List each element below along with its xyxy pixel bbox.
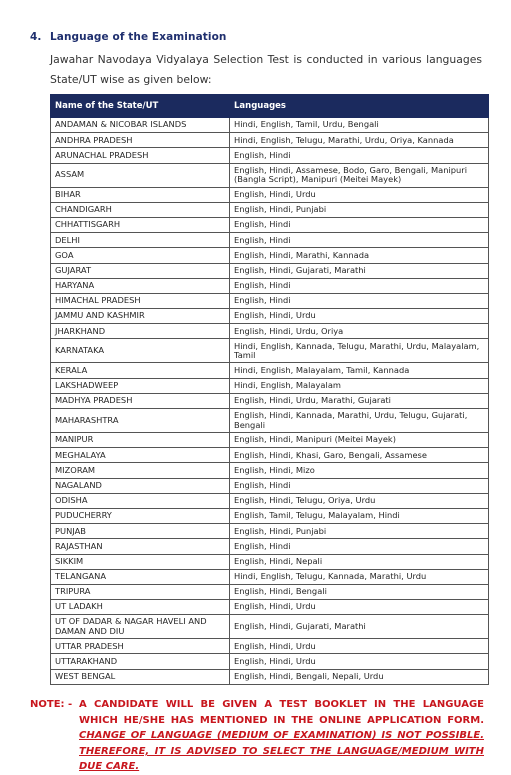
state-cell: SIKKIM: [51, 554, 230, 569]
languages-cell: Hindi, English, Telugu, Marathi, Urdu, Oriya, Kannada: [230, 133, 489, 148]
state-cell: MIZORAM: [51, 463, 230, 478]
state-cell: JHARKHAND: [51, 324, 230, 339]
languages-cell: English, Hindi, Punjabi: [230, 524, 489, 539]
table-row: [51, 202, 489, 217]
table-row: [51, 278, 489, 293]
section-title: Language of the Examination: [50, 31, 227, 43]
note-text: A CANDIDATE WILL BE GIVEN A TEST BOOKLET IN THE LANGUAGE WHICH HE/SHE HAS MENTIONED IN THE ONLINE APPLICATION FORM.: [79, 699, 484, 726]
languages-cell: English, Hindi: [230, 293, 489, 308]
languages-cell: English, Hindi, Urdu: [230, 187, 489, 202]
state-cell: HIMACHAL PRADESH: [51, 293, 230, 308]
languages-cell: English, Hindi, Kannada, Marathi, Urdu, Telugu, Gujarati, Bengali: [230, 409, 489, 433]
state-cell: LAKSHADWEEP: [51, 378, 230, 393]
languages-cell: English, Hindi, Nepali: [230, 554, 489, 569]
languages-cell: English, Hindi, Urdu, Marathi, Gujarati: [230, 393, 489, 408]
state-cell: JAMMU AND KASHMIR: [51, 309, 230, 324]
languages-cell: English, Hindi, Mizo: [230, 463, 489, 478]
table-header-row: [51, 95, 489, 118]
table-row: [51, 233, 489, 248]
languages-cell: English, Hindi, Bengali: [230, 584, 489, 599]
table-row: [51, 339, 489, 363]
state-cell: UT OF DADAR & NAGAR HAVELI AND DAMAN AND DIU: [51, 615, 230, 639]
languages-cell: English, Hindi, Gujarati, Marathi: [230, 615, 489, 639]
languages-cell: English, Hindi, Khasi, Garo, Bengali, Assamese: [230, 448, 489, 463]
table-row: [51, 569, 489, 584]
table-row: [51, 309, 489, 324]
section-intro: Jawahar Navodaya Vidyalaya Selection Test is conducted in various languages State/UT wise as given below:: [50, 53, 482, 86]
note-emphasis: CHANGE OF LANGUAGE (MEDIUM OF EXAMINATION) IS NOT POSSIBLE. THEREFORE, IT IS ADVISED TO SELECT THE LANGUAGE/MEDIUM WITH DUE CARE.: [79, 730, 484, 773]
state-cell: UTTAR PRADESH: [51, 639, 230, 654]
table-row: [51, 248, 489, 263]
state-cell: ARUNACHAL PRADESH: [51, 148, 230, 163]
state-cell: GUJARAT: [51, 263, 230, 278]
note-block: [30, 697, 484, 775]
table-row: [51, 600, 489, 615]
state-cell: KARNATAKA: [51, 339, 230, 363]
languages-cell: English, Hindi: [230, 539, 489, 554]
table-row: [51, 448, 489, 463]
languages-cell: English, Hindi, Assamese, Bodo, Garo, Bengali, Manipuri (Bangla Script), Manipuri (Meitei Mayek): [230, 163, 489, 187]
section-number: 4.: [30, 31, 42, 43]
table-row: [51, 508, 489, 523]
state-cell: MADHYA PRADESH: [51, 393, 230, 408]
languages-cell: English, Tamil, Telugu, Malayalam, Hindi: [230, 508, 489, 523]
languages-cell: English, Hindi: [230, 478, 489, 493]
table-row: [51, 493, 489, 508]
state-cell: ASSAM: [51, 163, 230, 187]
languages-cell: English, Hindi, Marathi, Kannada: [230, 248, 489, 263]
table-row: [51, 669, 489, 684]
state-cell: ANDAMAN & NICOBAR ISLANDS: [51, 118, 230, 133]
languages-cell: Hindi, English, Malayalam, Tamil, Kannada: [230, 363, 489, 378]
table-row: [51, 554, 489, 569]
table-row: [51, 263, 489, 278]
table-row: [51, 478, 489, 493]
languages-cell: Hindi, English, Tamil, Urdu, Bengali: [230, 118, 489, 133]
table-row: [51, 324, 489, 339]
languages-cell: English, Hindi: [230, 233, 489, 248]
table-row: [51, 654, 489, 669]
language-table: [50, 94, 489, 685]
languages-cell: English, Hindi: [230, 278, 489, 293]
languages-cell: English, Hindi, Urdu: [230, 600, 489, 615]
state-cell: UTTARAKHAND: [51, 654, 230, 669]
section-heading: [30, 31, 226, 43]
table-row: [51, 409, 489, 433]
table-row: [51, 393, 489, 408]
state-cell: HARYANA: [51, 278, 230, 293]
languages-cell: Hindi, English, Malayalam: [230, 378, 489, 393]
table-row: [51, 133, 489, 148]
state-cell: RAJASTHAN: [51, 539, 230, 554]
table-row: [51, 378, 489, 393]
table-row: [51, 524, 489, 539]
table-body: [51, 118, 489, 685]
state-cell: ODISHA: [51, 493, 230, 508]
table-row: [51, 187, 489, 202]
state-cell: PUDUCHERRY: [51, 508, 230, 523]
state-cell: TRIPURA: [51, 584, 230, 599]
table-row: [51, 539, 489, 554]
table-row: [51, 148, 489, 163]
languages-cell: English, Hindi: [230, 217, 489, 232]
state-cell: KERALA: [51, 363, 230, 378]
note-body: [79, 697, 484, 775]
state-cell: MANIPUR: [51, 433, 230, 448]
state-cell: TELANGANA: [51, 569, 230, 584]
state-cell: CHANDIGARH: [51, 202, 230, 217]
languages-cell: English, Hindi, Punjabi: [230, 202, 489, 217]
table-row: [51, 639, 489, 654]
table-row: [51, 584, 489, 599]
note-label: NOTE: -: [30, 699, 73, 710]
state-cell: MEGHALAYA: [51, 448, 230, 463]
state-cell: PUNJAB: [51, 524, 230, 539]
state-cell: GOA: [51, 248, 230, 263]
table-row: [51, 293, 489, 308]
languages-cell: Hindi, English, Kannada, Telugu, Marathi, Urdu, Malayalam, Tamil: [230, 339, 489, 363]
languages-cell: English, Hindi, Urdu: [230, 654, 489, 669]
languages-cell: English, Hindi, Urdu, Oriya: [230, 324, 489, 339]
state-cell: MAHARASHTRA: [51, 409, 230, 433]
languages-cell: English, Hindi, Gujarati, Marathi: [230, 263, 489, 278]
column-header-state: Name of the State/UT: [51, 95, 230, 118]
table-row: [51, 163, 489, 187]
languages-cell: Hindi, English, Telugu, Kannada, Marathi, Urdu: [230, 569, 489, 584]
table-row: [51, 615, 489, 639]
languages-cell: English, Hindi, Telugu, Oriya, Urdu: [230, 493, 489, 508]
table-row: [51, 363, 489, 378]
table-row: [51, 217, 489, 232]
table-row: [51, 463, 489, 478]
state-cell: ANDHRA PRADESH: [51, 133, 230, 148]
state-cell: DELHI: [51, 233, 230, 248]
languages-cell: English, Hindi, Manipuri (Meitei Mayek): [230, 433, 489, 448]
languages-cell: English, Hindi: [230, 148, 489, 163]
state-cell: UT LADAKH: [51, 600, 230, 615]
state-cell: WEST BENGAL: [51, 669, 230, 684]
table-row: [51, 118, 489, 133]
table-row: [51, 433, 489, 448]
languages-cell: English, Hindi, Urdu: [230, 639, 489, 654]
state-cell: BIHAR: [51, 187, 230, 202]
column-header-languages: Languages: [230, 95, 489, 118]
languages-cell: English, Hindi, Urdu: [230, 309, 489, 324]
state-cell: NAGALAND: [51, 478, 230, 493]
state-cell: CHHATTISGARH: [51, 217, 230, 232]
languages-cell: English, Hindi, Bengali, Nepali, Urdu: [230, 669, 489, 684]
